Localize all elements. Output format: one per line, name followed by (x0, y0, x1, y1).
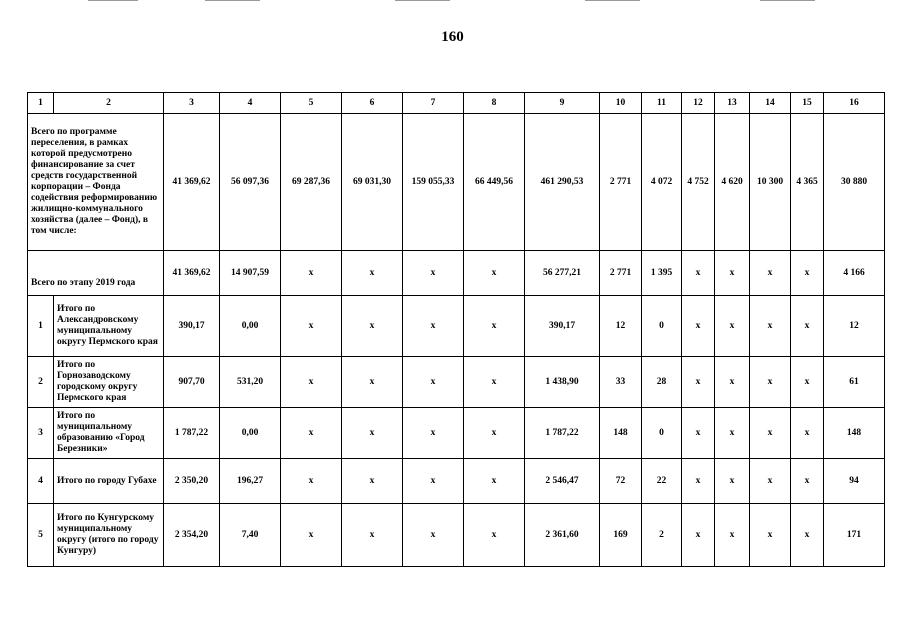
column-header: 10 (600, 93, 642, 114)
row-number-cell: 4 (28, 459, 54, 504)
value-cell: х (281, 357, 342, 408)
value-cell: х (791, 504, 824, 567)
column-header: 12 (682, 93, 715, 114)
value-cell: 2 354,20 (164, 504, 220, 567)
value-cell: х (403, 296, 464, 357)
column-header: 14 (750, 93, 791, 114)
value-cell: х (342, 357, 403, 408)
value-cell: 2 771 (600, 251, 642, 296)
column-header: 11 (642, 93, 682, 114)
value-cell: х (715, 296, 750, 357)
value-cell: 531,20 (220, 357, 281, 408)
column-header: 2 (54, 93, 164, 114)
value-cell: 33 (600, 357, 642, 408)
value-cell: 196,27 (220, 459, 281, 504)
row-name-cell: Всего по этапу 2019 года (28, 251, 164, 296)
column-header: 9 (525, 93, 600, 114)
value-cell: х (342, 459, 403, 504)
value-cell: 4 166 (824, 251, 885, 296)
table-row (28, 251, 885, 296)
value-cell: х (791, 408, 824, 459)
value-cell: 28 (642, 357, 682, 408)
value-cell: 12 (824, 296, 885, 357)
value-cell: х (464, 251, 525, 296)
value-cell: х (342, 296, 403, 357)
table-row (28, 408, 885, 459)
value-cell: 171 (824, 504, 885, 567)
value-cell: х (281, 459, 342, 504)
value-cell: х (715, 357, 750, 408)
value-cell: 0,00 (220, 408, 281, 459)
value-cell: х (464, 296, 525, 357)
value-cell: 159 055,33 (403, 114, 464, 251)
value-cell: 4 752 (682, 114, 715, 251)
value-cell: 69 287,36 (281, 114, 342, 251)
table-row (28, 296, 885, 357)
page-number: 160 (441, 29, 464, 45)
column-header: 16 (824, 93, 885, 114)
value-cell: 390,17 (164, 296, 220, 357)
value-cell: х (342, 251, 403, 296)
value-cell: х (750, 357, 791, 408)
column-header: 15 (791, 93, 824, 114)
value-cell: 14 907,59 (220, 251, 281, 296)
value-cell: х (750, 296, 791, 357)
column-header: 1 (28, 93, 54, 114)
header-row (28, 93, 885, 114)
value-cell: 907,70 (164, 357, 220, 408)
value-cell: х (715, 504, 750, 567)
value-cell: х (281, 408, 342, 459)
value-cell: 12 (600, 296, 642, 357)
value-cell: х (281, 251, 342, 296)
value-cell: х (750, 251, 791, 296)
value-cell: 4 365 (791, 114, 824, 251)
value-cell: 1 395 (642, 251, 682, 296)
row-number-cell: 2 (28, 357, 54, 408)
value-cell: 94 (824, 459, 885, 504)
value-cell: х (403, 408, 464, 459)
value-cell: х (403, 357, 464, 408)
row-number-cell: 3 (28, 408, 54, 459)
value-cell: х (791, 357, 824, 408)
row-name-cell: Итого по муниципальному образованию «Город Березники» (54, 408, 164, 459)
value-cell: х (791, 296, 824, 357)
value-cell: х (281, 296, 342, 357)
table-row (28, 114, 885, 251)
row-name-cell: Итого по Горнозаводскому городскому округу Пермского края (54, 357, 164, 408)
value-cell: 2 350,20 (164, 459, 220, 504)
value-cell: х (715, 408, 750, 459)
scan-top-line (88, 0, 138, 1)
value-cell: х (791, 251, 824, 296)
value-cell: 4 620 (715, 114, 750, 251)
value-cell: 2 546,47 (525, 459, 600, 504)
value-cell: 1 787,22 (525, 408, 600, 459)
value-cell: 22 (642, 459, 682, 504)
value-cell: 30 880 (824, 114, 885, 251)
value-cell: х (715, 459, 750, 504)
table-row (28, 459, 885, 504)
row-name-cell: Всего по программе переселения, в рамках которой предусмотрено финансирование за счет средств государственной корпорации – Фонда содействия реформированию жилищно-коммунального хозяйства (далее – Фонд), в том числе: (28, 114, 164, 251)
row-number-cell: 5 (28, 504, 54, 567)
row-name-cell: Итого по Кунгурскому муниципальному округу (итого по городу Кунгуру) (54, 504, 164, 567)
value-cell: х (682, 408, 715, 459)
value-cell: х (464, 504, 525, 567)
column-header: 7 (403, 93, 464, 114)
value-cell: х (464, 357, 525, 408)
value-cell: х (342, 504, 403, 567)
value-cell: 390,17 (525, 296, 600, 357)
value-cell: 56 277,21 (525, 251, 600, 296)
column-header: 3 (164, 93, 220, 114)
value-cell: х (682, 296, 715, 357)
value-cell: х (750, 459, 791, 504)
value-cell: х (281, 504, 342, 567)
value-cell: 41 369,62 (164, 114, 220, 251)
value-cell: 0 (642, 408, 682, 459)
value-cell: 1 787,22 (164, 408, 220, 459)
row-name-cell: Итого по Александровскому муниципальному округу Пермского края (54, 296, 164, 357)
value-cell: х (403, 459, 464, 504)
value-cell: 2 771 (600, 114, 642, 251)
column-header: 13 (715, 93, 750, 114)
scan-top-line (395, 0, 450, 1)
value-cell: х (464, 459, 525, 504)
value-cell: 7,40 (220, 504, 281, 567)
value-cell: 461 290,53 (525, 114, 600, 251)
value-cell: 0 (642, 296, 682, 357)
table-row (28, 504, 885, 567)
value-cell: 56 097,36 (220, 114, 281, 251)
value-cell: х (342, 408, 403, 459)
value-cell: х (682, 251, 715, 296)
value-cell: 148 (824, 408, 885, 459)
value-cell: х (464, 408, 525, 459)
value-cell: 148 (600, 408, 642, 459)
table-row (28, 357, 885, 408)
value-cell: х (682, 459, 715, 504)
value-cell: 4 072 (642, 114, 682, 251)
value-cell: 10 300 (750, 114, 791, 251)
value-cell: х (682, 504, 715, 567)
value-cell: 1 438,90 (525, 357, 600, 408)
value-cell: 61 (824, 357, 885, 408)
value-cell: х (750, 504, 791, 567)
value-cell: 2 361,60 (525, 504, 600, 567)
scan-top-line (760, 0, 815, 1)
row-number-cell: 1 (28, 296, 54, 357)
value-cell: х (682, 357, 715, 408)
row-name-cell: Итого по городу Губахе (54, 459, 164, 504)
column-header: 4 (220, 93, 281, 114)
value-cell: х (715, 251, 750, 296)
scan-top-line (585, 0, 640, 1)
column-header: 8 (464, 93, 525, 114)
column-header: 5 (281, 93, 342, 114)
value-cell: 2 (642, 504, 682, 567)
scan-top-line (205, 0, 260, 1)
value-cell: 69 031,30 (342, 114, 403, 251)
value-cell: х (791, 459, 824, 504)
value-cell: х (403, 504, 464, 567)
value-cell: 169 (600, 504, 642, 567)
value-cell: 72 (600, 459, 642, 504)
value-cell: 41 369,62 (164, 251, 220, 296)
data-table (27, 92, 885, 567)
column-header: 6 (342, 93, 403, 114)
value-cell: 0,00 (220, 296, 281, 357)
value-cell: х (750, 408, 791, 459)
value-cell: х (403, 251, 464, 296)
value-cell: 66 449,56 (464, 114, 525, 251)
